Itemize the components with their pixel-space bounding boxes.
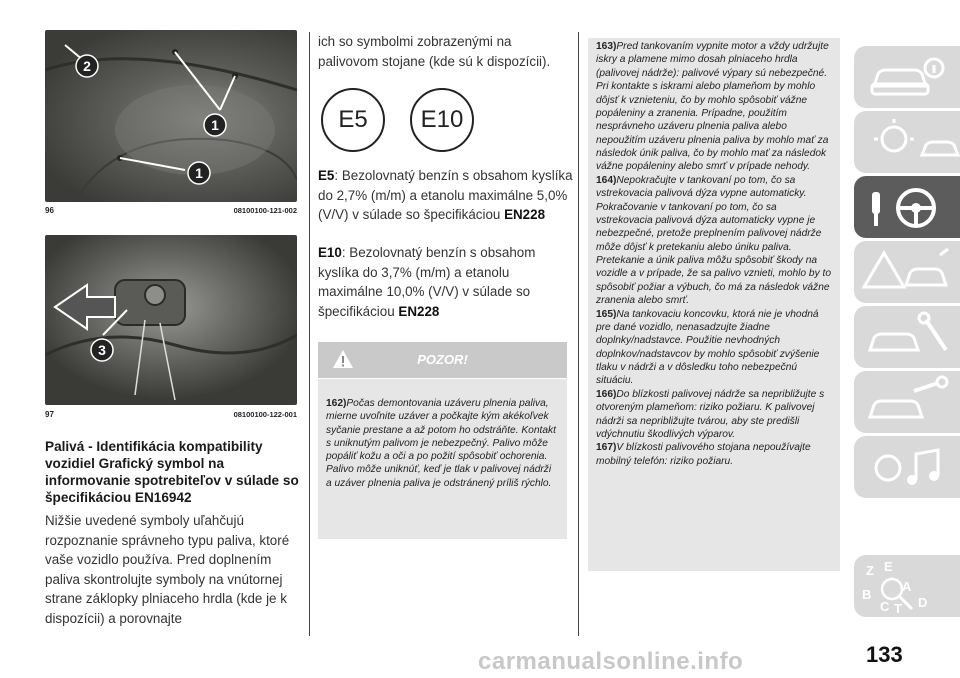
note-number: 164) [596,174,617,186]
tab-car-info[interactable] [854,46,960,108]
notes-box [588,38,840,571]
index-letter: Z [866,563,874,578]
tab-media[interactable] [854,436,960,498]
page-number: 133 [866,642,903,667]
tab-key-steering[interactable] [854,176,960,238]
spec-code: E10 [318,245,342,260]
column-divider [578,32,579,636]
callout-1b-label: 1 [195,165,203,181]
warning-box [318,379,567,539]
figure-number: 96 [45,206,54,215]
note-164 [596,174,834,308]
spec-standard: EN228 [504,207,546,222]
callout-1a-label: 1 [211,117,219,133]
spec-text: : Bezolovnatý benzín s obsahom kyslíka do 2,7% (m/m) a etanolu maximálne 5,0% (V/V) v súlade so špecifikáciou [318,168,573,222]
note-number: 163) [596,41,617,52]
note-text: Nepokračujte v tankovaní po tom, čo sa vstrekovacia palivová dýza vypne automaticky. Pokračovanie v tankovaní po tom, čo sa vstrekovacia palivová dýza automaticky vypne je nebezpečné, pretože preplnením palivovej nádrže môže dôjsť k pretekaniu alebo úniku paliva. Pretekanie a únik paliva môžu spôsobiť škody na vozidle a v prípade, že sa palivo vznieti, mohlo by to spôsobiť požiar a výbuch, čo má za následok vážne zranenia alebo smrť. [596,174,832,307]
callout-2-label: 2 [83,58,91,74]
callout-3-label: 3 [98,342,106,358]
car-tools-icon [854,306,960,368]
figure-96-fuel-flap [45,30,297,202]
warning-title: POZOR! [417,352,468,367]
spec-e10 [318,243,573,321]
media-icon [854,436,960,498]
note-166 [596,388,834,442]
fuel-symbol-e10: E10 [410,88,474,152]
section-heading: Palivá - Identifikácia kompatibility vozidiel Grafický symbol na informovanie spotrebiteľov v súlade so špecifikáciou EN16942 [45,439,299,505]
figure-97-illustration [45,235,297,405]
warning-header [318,342,567,378]
spec-text: : Bezolovnatý benzín s obsahom kyslíka do 3,7% (m/m) a etanolu maximálne 10,0% (V/V) v súlade so špecifikáciou [318,245,536,319]
car-wrench-icon [854,371,960,433]
figure-number: 97 [45,410,54,419]
warning-triangle-car-icon [854,241,960,303]
note-number: 165) [596,308,617,320]
figure-code: 08100100-121-002 [233,206,297,215]
tab-dashboard-lights[interactable] [854,111,960,173]
index-letter: T [894,601,902,616]
index-letter: B [862,587,872,602]
note-number: 167) [596,442,617,454]
note-165 [596,308,834,388]
section-continuation: ich so symbolmi zobrazenými na palivovom stojane (kde sú k dispozícii). [318,34,551,69]
tab-warning-car[interactable] [854,241,960,303]
watermark: carmanualsonline.info [478,648,744,675]
alphabet-index-icon [854,555,960,617]
index-letter: C [880,599,890,614]
note-text: V blízkosti palivového stojana nepoužívajte mobilný telefón: riziko požiaru. [596,442,811,467]
note-text: Do blízkosti palivovej nádrže sa nepribližujte s otvoreným plameňom: riziko požiaru. K palivovej nádrži sa nepribližujte tvárou, aby ste predišli vdýchnutiu škodlivých výparov. [596,388,825,440]
index-letter: E [884,559,893,574]
dashboard-lights-icon [854,111,960,173]
tab-alphabet-index[interactable] [854,555,960,617]
index-letter: A [902,579,912,594]
figure-97-filler-neck [45,235,297,405]
key-steering-icon [854,176,960,238]
spec-code: E5 [318,168,335,183]
index-letter: D [918,595,928,610]
note-text: Pred tankovaním vypnite motor a vždy udržujte iskry a plamene mimo dosah plniaceho hrdla (palivovej nádrže): palivové výpary sú nebezpečné. Pri kontakte s iskrami alebo plameňom by mohlo dôjsť k vznieteniu, čo by mohlo spôsobiť vážne popáleniny a zranenia. Prípadne, použitím nesprávneho uzáveru plnenia paliva alebo nepoužitím uzáveru plnenia paliva by mohlo mať za následok únik paliva, čo by mohlo mať za následok vážne popáleniny alebo smrť v prípade nehody. [596,41,829,173]
tab-car-tools[interactable] [854,306,960,368]
figure-97-caption [45,410,297,422]
note-text: Na tankovaciu koncovku, ktorá nie je vhodná pre dané vozidlo, nenasadzujte žiadne doplnky/nadstavce. Použitie nevhodných doplnkov/nadstavcov by mohlo spôsobiť zvýšenie tlaku v nádrži a v dôsledku toho nebezpečnú situáciu. [596,308,820,387]
figure-96-illustration [45,30,297,202]
car-info-icon [854,46,960,108]
figure-96-caption [45,206,297,218]
note-163 [596,40,834,174]
note-167 [596,441,834,468]
column-divider [309,32,310,636]
section-intro: Nižšie uvedené symboly uľahčujú rozpoznanie správneho typu paliva, ktoré vaše vozidlo používa. Pred doplnením paliva skontrolujte symboly na vnútornej strane záklopky plniaceho hrdla (kde je k dispozícii) a porovnajte [45,513,290,626]
note-number: 166) [596,388,617,400]
fuel-symbol-e5: E5 [321,88,385,152]
note-text: Počas demontovania uzáveru plnenia paliva, mierne uvoľnite uzáver a počkajte kým akékoľvek syčanie prestane a až potom ho odstráňte. Kontakt s uniknutým palivom je nebezpečný. Palivo môže popáliť kožu a oči a po požití spôsobiť ochorenia. Palivo môže uniknúť, keď je tlak v palivovej nádrži a uzáver plnenia paliva je odstránený príliš rýchlo. [326,398,556,489]
spec-standard: EN228 [398,303,440,319]
tab-car-wrench[interactable] [854,371,960,433]
figure-code: 08100100-122-001 [233,410,297,419]
note-number: 162) [326,398,347,409]
spec-e5 [318,166,573,225]
